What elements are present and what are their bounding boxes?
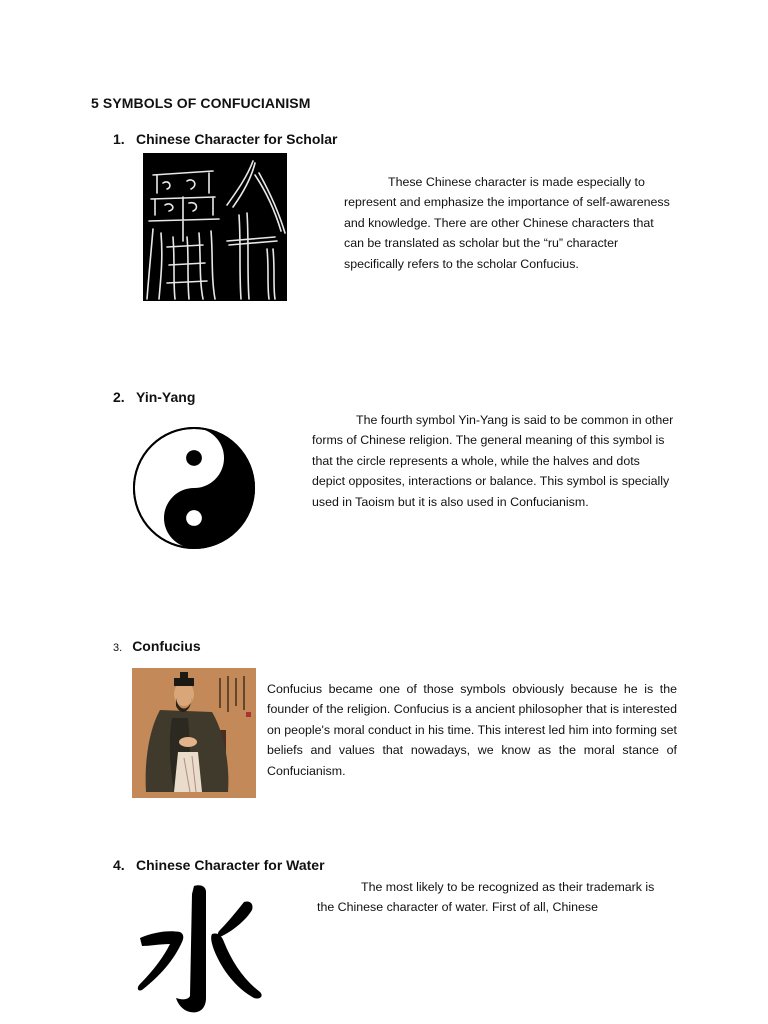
yin-yang-icon [131,425,257,553]
section-3-heading [113,638,201,654]
section-4-number: 4. [113,857,125,873]
section-3-title: Confucius [132,638,201,654]
section-1-number: 1. [113,131,125,147]
section-1-title: Chinese Character for Scholar [136,131,338,147]
section-1-text: These Chinese character is made especially to represent and emphasize the importance of self-awareness and knowledge. There are other Chinese characters that can be translated as scholar but the “ru” character specifically refers to the scholar Confucius. [344,175,670,271]
section-2-heading [113,389,195,405]
confucius-portrait-image [132,668,256,798]
section-2-number: 2. [113,389,125,405]
scholar-character-image [143,153,287,301]
water-character-image [134,880,264,1016]
section-2-title: Yin-Yang [136,389,196,405]
section-3-number: 3. [113,642,123,654]
section-4-text: The most likely to be recognized as their trademark is the Chinese character of water. First of all, Chinese [317,880,655,915]
yin-yang-image [131,425,257,553]
section-2-text: The fourth symbol Yin-Yang is said to be common in other forms of Chinese religion. The general meaning of this symbol is that the circle represents a whole, while the halves and dots depict opposites, interactions or balance. This symbol is specially used in Taoism but it is also used in Confucianism. [312,413,674,509]
section-4-heading [113,857,325,873]
section-4-title: Chinese Character for Water [136,857,325,873]
confucius-portrait-icon [132,668,256,798]
water-character-icon [134,880,264,1016]
section-1-heading [113,131,338,147]
section-3-text: Confucius became one of those symbols obviously because he is the founder of the religion. Confucius is a ancient philosopher that is interested on people's moral conduct in his time. This interest led him into forming set beliefs and values that nowadays, we know as the moral stance of Confucianism. [267,682,677,778]
calligraphy-ru-icon [143,153,287,301]
document-title: 5 SYMBOLS OF CONFUCIANISM [91,95,311,111]
